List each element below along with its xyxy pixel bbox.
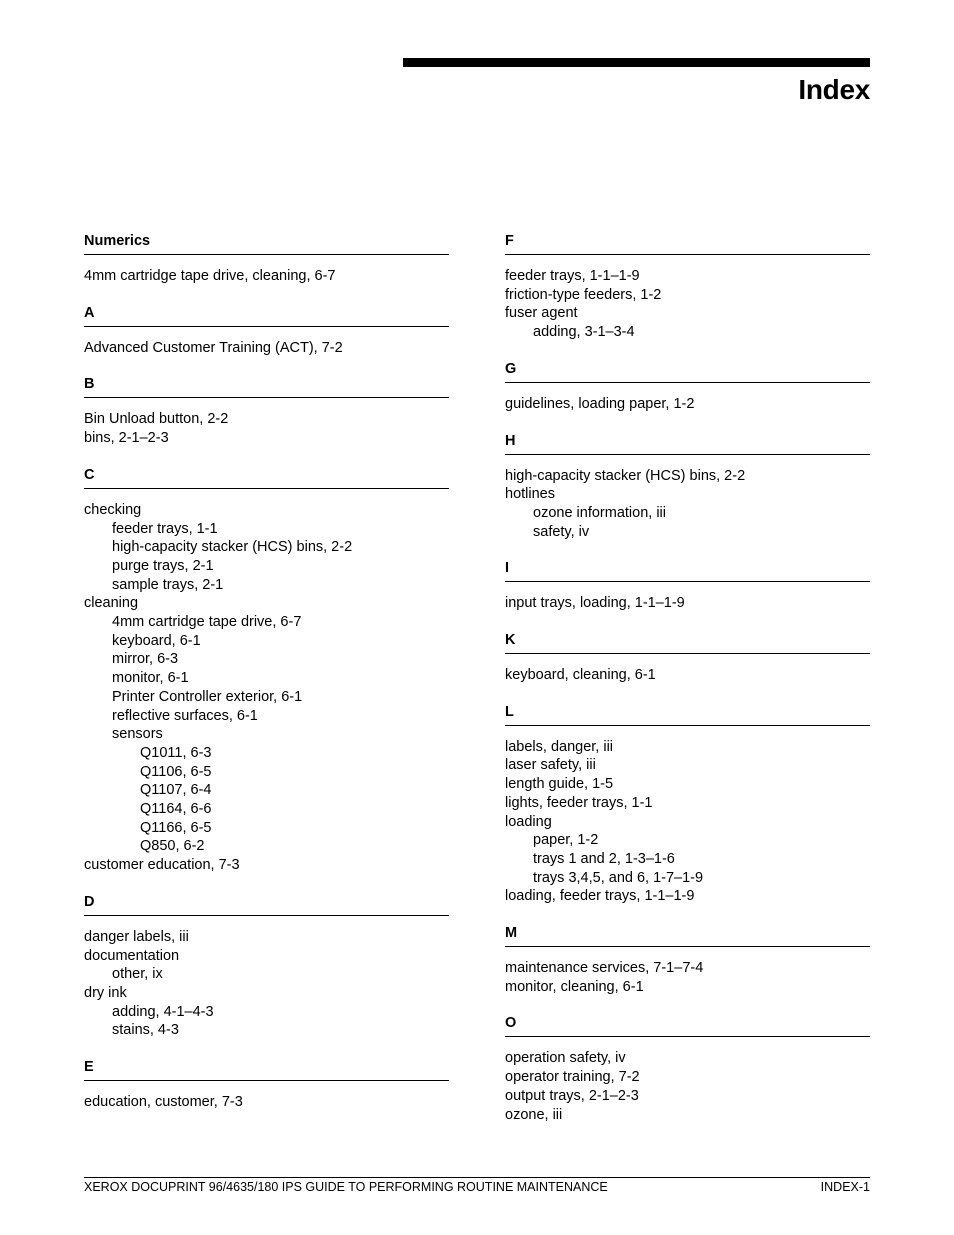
index-entry: loading [505,813,552,830]
index-section [505,232,870,342]
index-entry: output trays, 2-1–2-3 [505,1087,639,1104]
section-heading: F [505,232,870,255]
index-entry: high-capacity stacker (HCS) bins, 2-2 [505,467,746,484]
index-subentry: adding, 4-1–4-3 [112,1003,214,1020]
index-subentry: ozone information, iii [533,504,666,521]
index-entry: operation safety, iv [505,1050,626,1067]
section-heading: K [505,631,870,654]
index-entry: hotlines [505,486,555,503]
index-subentry: other, ix [112,966,163,983]
section-heading: M [505,924,870,947]
index-subentry: trays 1 and 2, 1-3–1-6 [533,850,675,867]
index-entry: 4mm cartridge tape drive, cleaning, 6-7 [84,268,336,284]
index-entry: documentation [84,947,180,964]
index-subentry: Q1106, 6-5 [140,763,212,780]
section-heading: C [84,466,449,489]
section-heading: O [505,1014,870,1037]
index-subentry: 4mm cartridge tape drive, 6-7 [112,614,302,631]
index-entry: dry ink [84,984,127,1001]
index-section [505,1014,870,1124]
index-entry: labels, danger, iii [505,738,614,755]
index-entry: laser safety, iii [505,757,596,774]
index-entry: loading, feeder trays, 1-1–1-9 [505,888,695,905]
section-heading: E [84,1058,449,1081]
index-subentry: trays 3,4,5, and 6, 1-7–1-9 [533,869,704,886]
footer-page-number: INDEX-1 [820,1180,870,1194]
index-entry: keyboard, cleaning, 6-1 [505,667,656,684]
index-subentry: safety, iv [533,523,590,540]
section-heading: H [505,432,870,455]
footer-rule [84,1177,870,1178]
index-subentry: keyboard, 6-1 [112,632,201,649]
index-entry: monitor, cleaning, 6-1 [505,978,644,995]
index-subentry: high-capacity stacker (HCS) bins, 2-2 [112,539,353,556]
index-entry: danger labels, iii [84,928,189,945]
index-entry: Bin Unload button, 2-2 [84,411,229,428]
index-entry: input trays, loading, 1-1–1-9 [505,595,685,612]
index-subentry: monitor, 6-1 [112,670,189,687]
index-column-right [505,232,870,1142]
index-subentry: Q1164, 6-6 [140,801,212,818]
index-entry: Advanced Customer Training (ACT), 7-2 [84,339,343,356]
index-subentry: adding, 3-1–3-4 [533,324,635,341]
index-subentry: Q1011, 6-3 [140,744,212,761]
section-heading: Numerics [84,232,449,255]
index-entry: cleaning [84,595,139,612]
index-section [505,432,870,542]
index-subentry: feeder trays, 1-1 [112,520,218,537]
page-title: Index [798,74,870,105]
index-entry: lights, feeder trays, 1-1 [505,794,653,811]
section-heading: I [505,559,870,582]
index-entry: education, customer, 7-3 [84,1094,243,1111]
section-heading: D [84,893,449,916]
index-section [84,893,449,1040]
section-heading: L [505,703,870,726]
index-subentry: Printer Controller exterior, 6-1 [112,688,303,705]
index-subentry: sensors [112,726,163,743]
index-entry: customer education, 7-3 [84,857,240,874]
index-subentry: reflective surfaces, 6-1 [112,707,258,724]
section-heading: B [84,375,449,398]
index-entry: feeder trays, 1-1–1-9 [505,268,640,284]
index-entry: length guide, 1-5 [505,776,614,793]
index-subentry: Q1107, 6-4 [140,782,212,799]
index-entry: ozone, iii [505,1106,563,1123]
index-entry: fuser agent [505,305,578,322]
index-section [84,1058,449,1112]
index-section [505,631,870,685]
section-heading: A [84,304,449,327]
index-subentry: Q850, 6-2 [140,838,205,855]
index-entry: maintenance services, 7-1–7-4 [505,960,704,977]
index-section [505,360,870,414]
index-entry: friction-type feeders, 1-2 [505,286,662,303]
footer-document-title: XEROX DOCUPRINT 96/4635/180 IPS GUIDE TO PERFORMING ROUTINE MAINTENANCE [84,1180,608,1194]
index-subentry: paper, 1-2 [533,832,599,849]
index-section [505,924,870,996]
index-subentry: Q1166, 6-5 [140,819,212,836]
index-column-left [84,232,449,1130]
index-subentry: purge trays, 2-1 [112,557,214,574]
index-section [505,559,870,613]
index-subentry: mirror, 6-3 [112,651,179,668]
index-section [505,703,870,906]
index-section [84,304,449,358]
index-section [84,232,449,286]
index-entry: checking [84,501,142,518]
index-section [84,375,449,447]
index-entry: bins, 2-1–2-3 [84,430,169,447]
index-subentry: sample trays, 2-1 [112,576,224,593]
index-entry: guidelines, loading paper, 1-2 [505,395,695,412]
index-entry: operator training, 7-2 [505,1069,640,1086]
title-rule [403,58,870,67]
index-subentry: stains, 4-3 [112,1022,179,1039]
section-heading: G [505,360,870,383]
index-section [84,466,449,875]
